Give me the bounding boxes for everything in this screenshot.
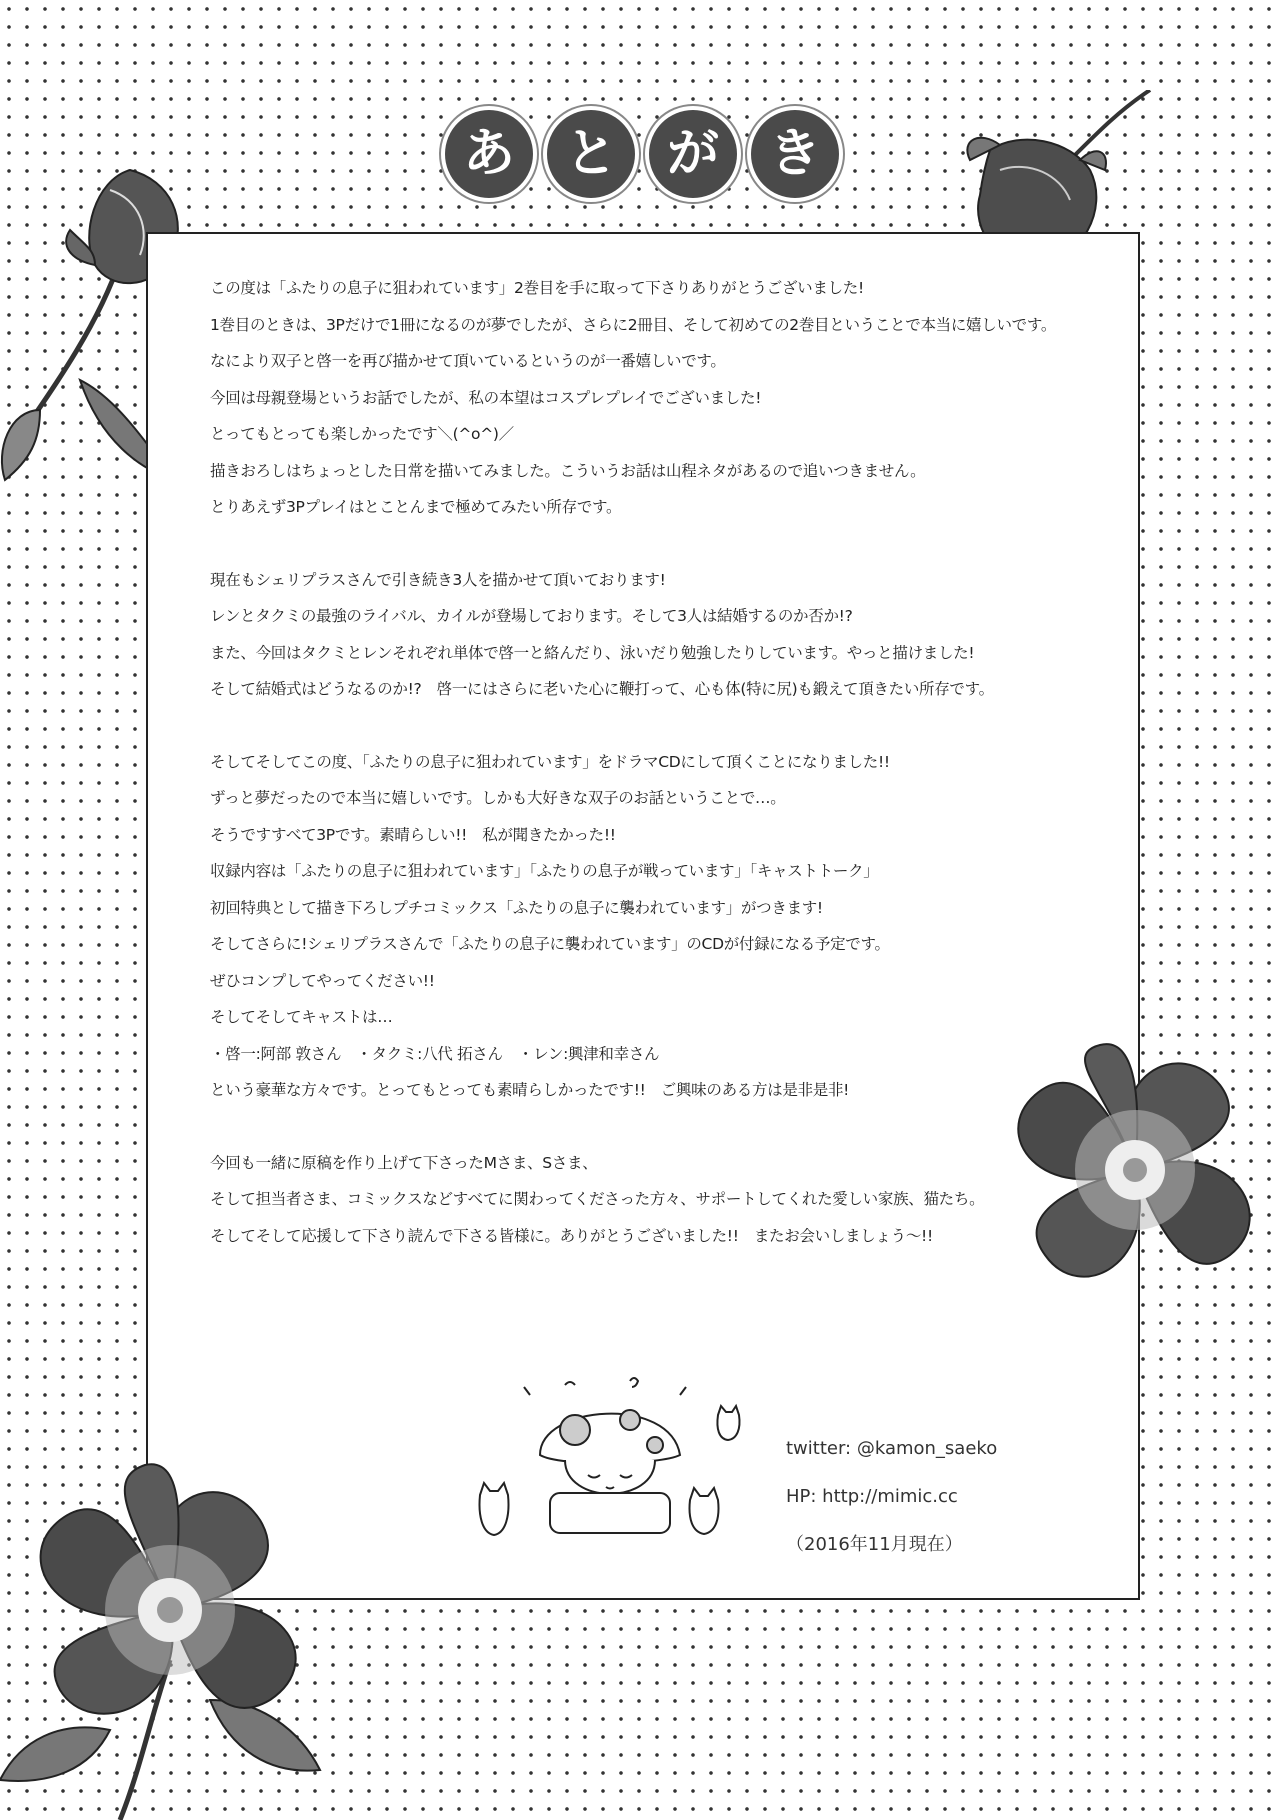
text-line: ずっと夢だったので本当に嬉しいです。しかも大好きな双子のお話ということで…。 (210, 789, 786, 807)
paragraph-gap (210, 708, 1110, 744)
text-line: そうですすべて3Pです。素晴らしい!! 私が聞きたかった!! (210, 825, 616, 844)
contact-info (786, 1425, 997, 1569)
text-line: そしてそしてこの度、「ふたりの息子に狙われています」をドラマCDにして頂くことになりました!! (210, 752, 890, 771)
text-line: 初回特典として描き下ろしプチコミックス「ふたりの息子に襲われています」がつきます! (210, 898, 823, 917)
text-line: 今回は母親登場というお話でしたが、私の本望はコスプレプレイでございました! (210, 388, 762, 407)
info-date: （2016年11月現在） (786, 1534, 963, 1555)
text-line: 1巻目のときは、3Pだけで1冊になるのが夢でしたが、さらに2冊目、そして初めての2巻目ということで本当に嬉しいです。 (210, 315, 1057, 334)
title-char-4: き (751, 110, 839, 198)
text-line: とりあえず3Pプレイはとことんまで極めてみたい所存です。 (210, 498, 622, 516)
text-line: そして担当者さま、コミックスなどすべてに関わってくださった方々、サポートしてくれた愛しい家族、猫たち。 (210, 1190, 985, 1208)
page-title (445, 110, 839, 198)
text-line: この度は「ふたりの息子に狙われています」2巻目を手に取って下さりありがとうございました! (210, 279, 864, 297)
text-line: そして結婚式はどうなるのか!? 啓一にはさらに老いた心に鞭打って、心も体(特に尻)も鍛えて頂きたい所存です。 (210, 680, 994, 698)
hibiscus-right-icon (1000, 1035, 1270, 1305)
hibiscus-bottom-left-icon (0, 1440, 340, 1820)
afterword-body (210, 270, 1110, 1254)
text-line: なにより双子と啓一を再び描かせて頂いているというのが一番嬉しいです。 (210, 352, 726, 370)
homepage-url: HP: http://mimic.cc (786, 1486, 958, 1507)
text-line: そしてさらに!シェリプラスさんで「ふたりの息子に襲われています」のCDが付録になる予定です。 (210, 935, 890, 953)
paragraph-gap (210, 1109, 1110, 1145)
text-line: ・啓一:阿部 敦さん ・タクミ:八代 拓さん ・レン:興津和幸さん (210, 1044, 660, 1063)
text-line: 今回も一緒に原稿を作り上げて下さったMさま、Sさま、 (210, 1153, 598, 1172)
text-line: 描きおろしはちょっとした日常を描いてみました。こういうお話は山程ネタがあるので追いつきません。 (210, 461, 926, 480)
paragraph-gap (210, 526, 1110, 562)
text-line: そしてそしてキャストは… (210, 1008, 393, 1026)
title-char-3: が (649, 110, 737, 198)
twitter-handle: twitter: @kamon_saeko (786, 1438, 998, 1459)
text-line: とってもとっても楽しかったです＼(^o^)／ (210, 425, 514, 443)
title-char-2: と (547, 110, 635, 198)
text-line: また、今回はタクミとレンそれぞれ単体で啓一と絡んだり、泳いだり勉強したりしています。やっと描けました! (210, 643, 975, 662)
mushroom-character-icon (470, 1375, 760, 1545)
title-char-1: あ (445, 110, 533, 198)
text-line: 収録内容は「ふたりの息子に狙われています」「ふたりの息子が戦っています」「キャストトーク」 (210, 862, 879, 880)
text-line: そしてそして応援して下さり読んで下さる皆様に。ありがとうございました!! またお会いしましょう〜!! (210, 1226, 933, 1245)
text-line: レンとタクミの最強のライバル、カイルが登場しております。そして3人は結婚するのか否か!? (210, 607, 853, 625)
text-line: 現在もシェリプラスさんで引き続き3人を描かせて頂いております! (210, 570, 666, 589)
text-line: という豪華な方々です。とってもとっても素晴らしかったです!! ご興味のある方は是非是非! (210, 1081, 850, 1099)
text-line: ぜひコンプしてやってください!! (210, 971, 435, 990)
